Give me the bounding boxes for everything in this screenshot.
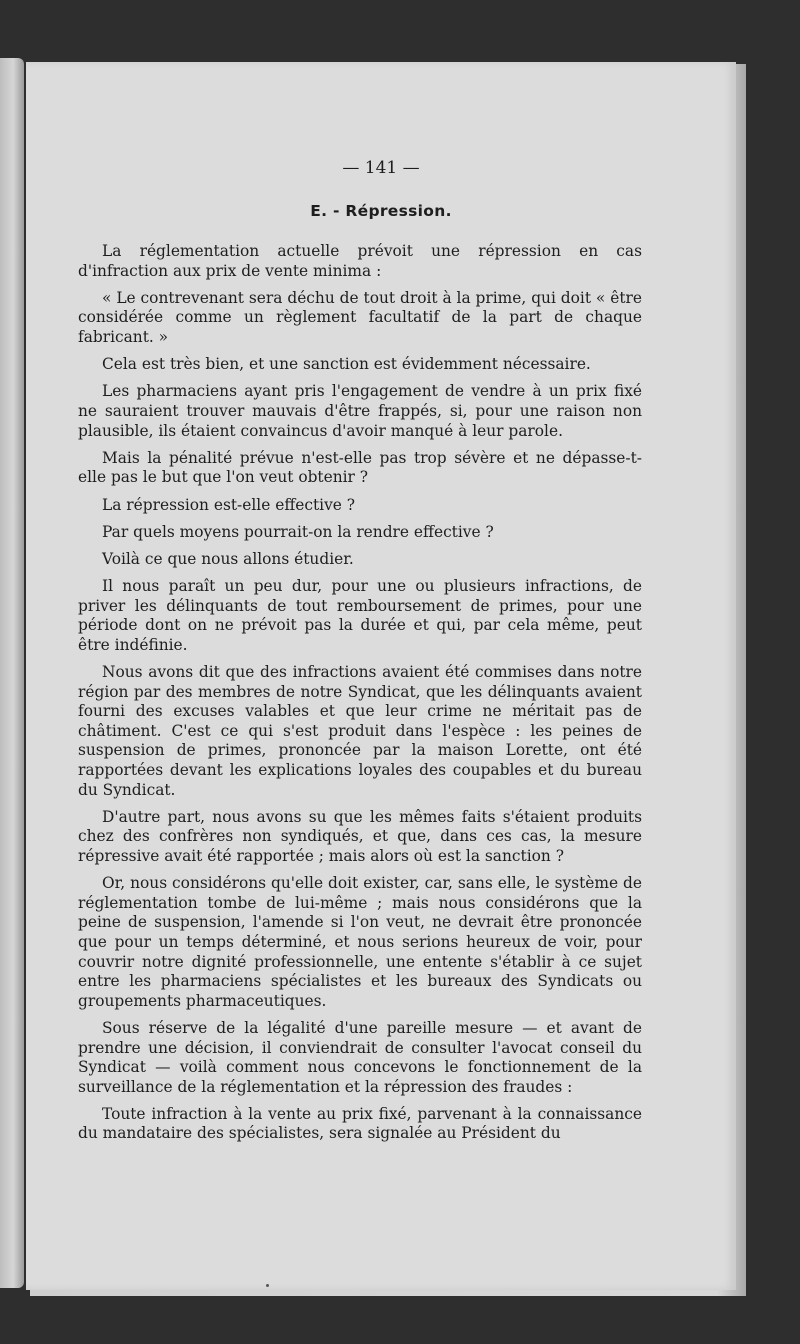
paragraph: Or, nous considérons qu'elle doit exister, car, sans elle, le système de réglementation tombe de lui-même ; mais nous considérons que la peine de suspension, l'amende si l'on veut, ne devrait être prononcée que pour un temps déterminé, et nous serions heureux de voir, pour couvrir notre dignité professionnelle, une entente s'établir à ce sujet entre les pharmaciens spécialistes et les bureaux des Syndicats ou groupements pharmaceutiques. (78, 874, 642, 1010)
paragraph: « Le contrevenant sera déchu de tout droit à la prime, qui doit « être considérée comme un règlement facultatif de la part de chaque fabricant. » (78, 288, 642, 346)
section-title: E. - Répression. (310, 202, 452, 220)
paragraph: Toute infraction à la vente au prix fixé, parvenant à la connaissance du mandataire des spécialistes, sera signalée au Président du (78, 1104, 642, 1143)
paragraph: La réglementation actuelle prévoit une répression en cas d'infraction aux prix de vente minima : (78, 242, 642, 280)
page-number: — 141 — (342, 158, 420, 178)
book-page (26, 62, 736, 1290)
left-page-edge (0, 58, 24, 1288)
paragraph: Sous réserve de la légalité d'une pareille mesure — et avant de prendre une décision, il conviendrait de consulter l'avocat conseil du Syndicat — voilà comment nous concevons le fonctionnement de la surveillance de la réglementation et la répression des fraudes : (78, 1018, 642, 1096)
paragraph: Cela est très bien, et une sanction est évidemment nécessaire. (102, 355, 591, 374)
paragraph: Il nous paraît un peu dur, pour une ou plusieurs infractions, de priver les délinquants de tout remboursement de primes, pour une période dont on ne prévoit pas la durée et qui, par cela même, peut être indéfinie. (78, 577, 642, 654)
paragraph: Mais la pénalité prévue n'est-elle pas trop sévère et ne dépasse-t-elle pas le but que l'on veut obtenir ? (78, 448, 642, 487)
paragraph: La répression est-elle effective ? (102, 495, 356, 514)
ink-speck (266, 1284, 269, 1287)
paragraph: Nous avons dit que des infractions avaient été commises dans notre région par des membres de notre Syndicat, que les délinquants avaient fourni des excuses valables et que leur crime ne méritait pas de châtiment. C'est ce qui s'est produit dans l'espèce : les peines de suspension de primes, prononcée par la maison Lorette, ont été rapportées devant les explications loyales des coupables et du bureau du Syndicat. (78, 663, 642, 799)
paragraph: Les pharmaciens ayant pris l'engagement de vendre à un prix fixé ne sauraient trouver mauvais d'être frappés, si, pour une raison non plausible, ils étaient convaincus d'avoir manqué à leur parole. (78, 382, 642, 440)
body-text (78, 242, 642, 1152)
paragraph: D'autre part, nous avons su que les mêmes faits s'étaient produits chez des confrères non syndiqués, et que, dans ces cas, la mesure répressive avait été rapportée ; mais alors où est la sanction ? (78, 807, 642, 865)
paragraph: Voilà ce que nous allons étudier. (102, 549, 354, 568)
paragraph: Par quels moyens pourrait-on la rendre effective ? (102, 522, 494, 541)
